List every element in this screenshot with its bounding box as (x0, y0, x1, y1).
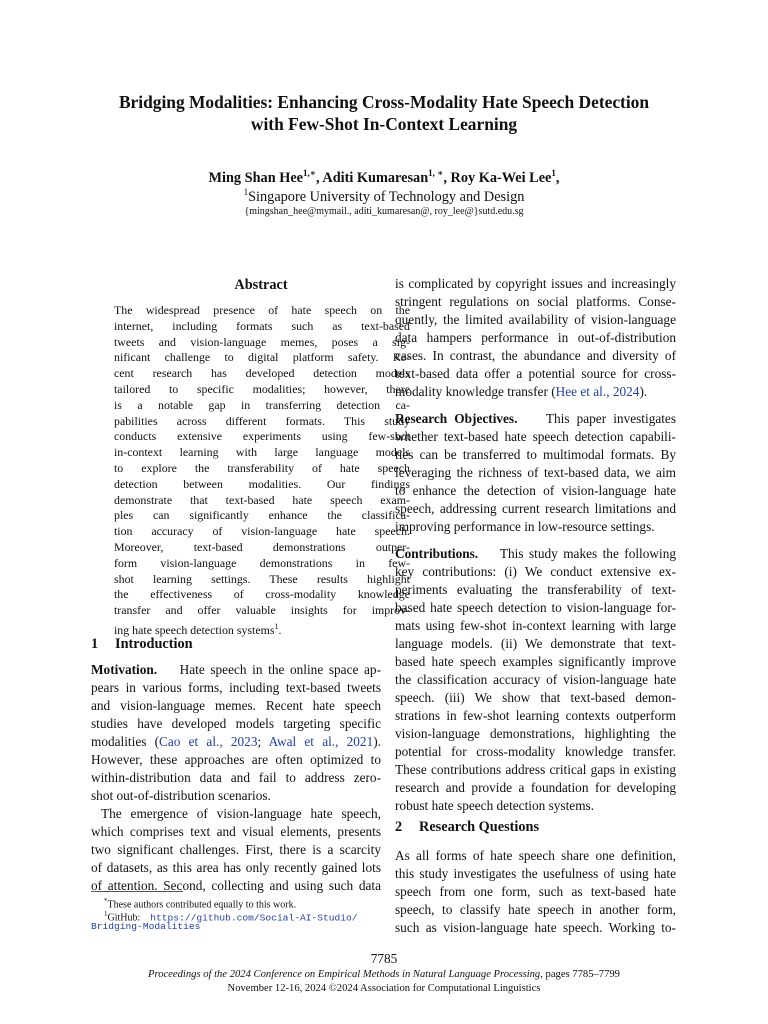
footnote-text: These authors contributed equally to this work. (107, 899, 297, 911)
abstract-line: is a notable gap in transferring detection ca- (114, 397, 410, 412)
body-line: strations in few-shot learning contexts outperform (395, 708, 676, 723)
body-line: vision-language demonstrations, highlighting the (395, 726, 676, 741)
body-line-text: This study makes the following (499, 546, 676, 561)
abstract-line: in-context learning with large language models (114, 445, 410, 460)
section-heading-introduction (91, 635, 193, 653)
body-line: based hate speech detection to vision-language for- (395, 600, 676, 615)
section-title: Introduction (115, 636, 193, 652)
author-trailing-comma: , (555, 169, 560, 186)
paragraph-lead-contributions: Contributions. (395, 546, 479, 561)
body-line: robust hate speech detection systems. (395, 798, 595, 813)
body-line: key contributions: (i) We conduct extensive ex- (395, 564, 676, 579)
abstract-line: shot learning settings. These results highlight (114, 571, 410, 586)
right-column (395, 275, 676, 815)
intro-line (91, 661, 381, 679)
proceedings-line (0, 968, 768, 982)
body-line (395, 383, 676, 401)
body-line: research and provide a foundation for developing (395, 780, 676, 795)
paragraph-lead-research-objectives: Research Objectives. (395, 411, 518, 426)
abstract-body (114, 303, 410, 639)
abstract-line: internet, including formats such as text-based (114, 318, 410, 333)
intro-body (91, 661, 381, 895)
abstract-line: tion accuracy of vision-language hate speech. (114, 524, 410, 539)
body-line: this study investigates the usefulness of using hate (395, 866, 676, 881)
intro-line-text: Hate speech in the online space ap- (179, 662, 381, 677)
body-line-text: ). (639, 384, 648, 399)
author-separator: , (443, 169, 451, 186)
title-line-2: with Few-Shot In-Context Learning (250, 114, 518, 134)
footnote-marker: * (104, 897, 108, 905)
section-title: Research Questions (419, 819, 540, 835)
footnote-ref-1[interactable]: 1 (274, 621, 279, 631)
body-line: stringent regulations on social platforms. Conse- (395, 294, 676, 309)
section-number: 1 (91, 636, 99, 652)
abstract-line: ples can significantly enhance the classifica- (114, 508, 410, 523)
author-3: Roy Ka-Wei Lee (450, 169, 552, 186)
body-line: based hate speech examples significantly improve (395, 654, 676, 669)
abstract-line: tweets and vision-language memes, poses a sig- (114, 334, 410, 349)
author-separator: , (316, 169, 323, 186)
body-line: speech. (iii) We show that text-based demon- (395, 690, 676, 705)
abstract-heading: Abstract (234, 277, 288, 293)
abstract-line: conducts extensive experiments using few-shot (114, 429, 410, 444)
abstract-line: cent research has developed detection models (114, 366, 410, 381)
abstract-line: demonstrate that text-based hate speech exam- (114, 492, 410, 507)
body-line-text: This paper investigates (545, 411, 677, 426)
intro-line (91, 733, 381, 751)
affiliation-marker: 1 (243, 187, 249, 197)
body-line: speech, addressing current research limitations and (395, 501, 676, 516)
body-line: These contributions address critical gaps in existing (395, 762, 676, 777)
body-line: periments evaluating the transferability of text- (395, 582, 676, 597)
body-line: speech, to classify hate speech in another form, (395, 902, 676, 917)
body-line-text: modality knowledge transfer ( (395, 384, 556, 399)
body-line: such as vision-language hate speech. Working to- (395, 920, 676, 935)
intro-line: two significant challenges. First, there is a scarcity (91, 842, 381, 857)
abstract-last-text: ing hate speech detection systems (114, 622, 275, 637)
body-line: data hampers performance in out-of-distribution (395, 330, 676, 345)
author-3-marker: 1 (551, 168, 556, 178)
author-emails: {mingshan_hee@mymail., aditi_kumaresan@, roy_lee@}sutd.edu.sg (244, 206, 524, 217)
body-line: potential for cross-modality knowledge transfer. (395, 744, 676, 759)
author-1: Ming Shan Hee (208, 169, 304, 186)
intro-line: pears in various forms, including text-based tweets (91, 680, 381, 695)
affiliation-text: Singapore University of Technology and Design (248, 188, 525, 205)
intro-line-text: ). (373, 734, 381, 749)
abstract-line: form vision-language demonstrations in few- (114, 555, 410, 570)
section-number: 2 (395, 819, 403, 835)
body-line: to enhance the detection of vision-language hate (395, 483, 676, 498)
intro-line: The emergence of vision-language hate speech, (101, 806, 381, 821)
intro-line: within-distribution data and fail to address zero- (91, 770, 381, 785)
citation-link[interactable]: Awal et al., 2021 (268, 734, 374, 749)
author-2-marker: 1, ∗ (428, 168, 444, 178)
author-2: Aditi Kumaresan (322, 169, 429, 186)
intro-line: studies have developed models targeting specific (91, 716, 381, 731)
proceedings-name: Proceedings of the 2024 Conference on Empirical Methods in Natural Language Processing (148, 969, 541, 980)
intro-line-text: modalities ( (91, 734, 160, 749)
abstract-line: the effectiveness of cross-modality knowledge (114, 587, 410, 602)
intro-line: which comprises text and visual elements, presents (91, 824, 381, 839)
body-line: speech from one form, such as text-based hate (395, 884, 676, 899)
intro-line: However, these approaches are often optimized to (91, 752, 381, 767)
abstract-line: transfer and offer valuable insights for improv- (114, 603, 410, 618)
abstract-line: nificant challenge to digital platform safety. Re- (114, 350, 410, 365)
abstract-line: tailored to specific modalities; however, there (114, 381, 410, 396)
citation-link[interactable]: Cao et al., 2023 (159, 734, 258, 749)
body-line (395, 410, 676, 428)
abstract-line: to explore the transferability of hate speech (114, 460, 410, 475)
citation-link[interactable]: Hee et al., 2024 (555, 384, 640, 399)
body-line: is complicated by copyright issues and increasingly (395, 276, 676, 291)
paper-title (60, 91, 708, 135)
intro-line: of attention. Second, collecting and using such data (91, 878, 381, 893)
body-line: whether text-based hate speech detection capabili- (395, 429, 676, 444)
body-line: cases. In contrast, the abundance and diversity of (395, 348, 676, 363)
footnote-2-cont (91, 920, 391, 933)
author-1-marker: 1,∗ (303, 168, 316, 178)
body-line: mats using few-shot in-context learning with large (395, 618, 676, 633)
paragraph-lead-motivation: Motivation. (91, 662, 158, 677)
citation-separator: ; (257, 734, 269, 749)
page-number: 7785 (370, 951, 398, 966)
affiliation (60, 183, 708, 206)
footnote-marker: 1 (104, 910, 108, 918)
proceedings-date: November 12-16, 2024 ©2024 Association for Computational Linguistics (227, 983, 541, 994)
abstract-line: Moreover, text-based demonstrations outper- (114, 539, 410, 554)
github-link-cont[interactable]: Bridging-Modalities (91, 921, 201, 932)
body-line: language models. (ii) We demonstrate that text- (395, 636, 676, 651)
proceedings-pages: , pages 7785–7799 (540, 969, 620, 980)
body-line: improving performance in low-resource settings. (395, 519, 655, 534)
abstract-line: detection between modalities. Our findings (114, 476, 410, 491)
proceedings-footer (0, 968, 768, 996)
body-line: As all forms of hate speech share one definition, (395, 848, 676, 863)
body-line: text-based data offer a potential source for cross- (395, 366, 676, 381)
abstract-line: The widespread presence of hate speech on the (114, 303, 410, 317)
abstract-period: . (278, 622, 282, 637)
research-questions-body (395, 847, 676, 937)
body-line: leveraging the richness of text-based data, we aim (395, 465, 676, 480)
body-line: ties can be transferred to multimodal formats. By (395, 447, 676, 462)
footnote-rule (91, 891, 183, 892)
section-heading-research-questions (395, 818, 539, 836)
intro-line: shot out-of-distribution scenarios. (91, 788, 271, 803)
intro-line: of datasets, as this area has only recently gained lots (91, 860, 381, 875)
intro-line: and vision-language memes. Recent hate speech (91, 698, 381, 713)
body-line (395, 545, 676, 563)
body-line: the classification accuracy of vision-language hate (395, 672, 676, 687)
footnote-text: GitHub: (107, 912, 141, 924)
body-line: quently, the limited availability of vision-language (395, 312, 676, 327)
github-link[interactable]: https://github.com/Social-AI-Studio/ (150, 912, 358, 924)
abstract-line: pabilities across different formats. This study (114, 413, 410, 428)
title-line-1: Bridging Modalities: Enhancing Cross-Modality Hate Speech Detection (118, 92, 650, 112)
